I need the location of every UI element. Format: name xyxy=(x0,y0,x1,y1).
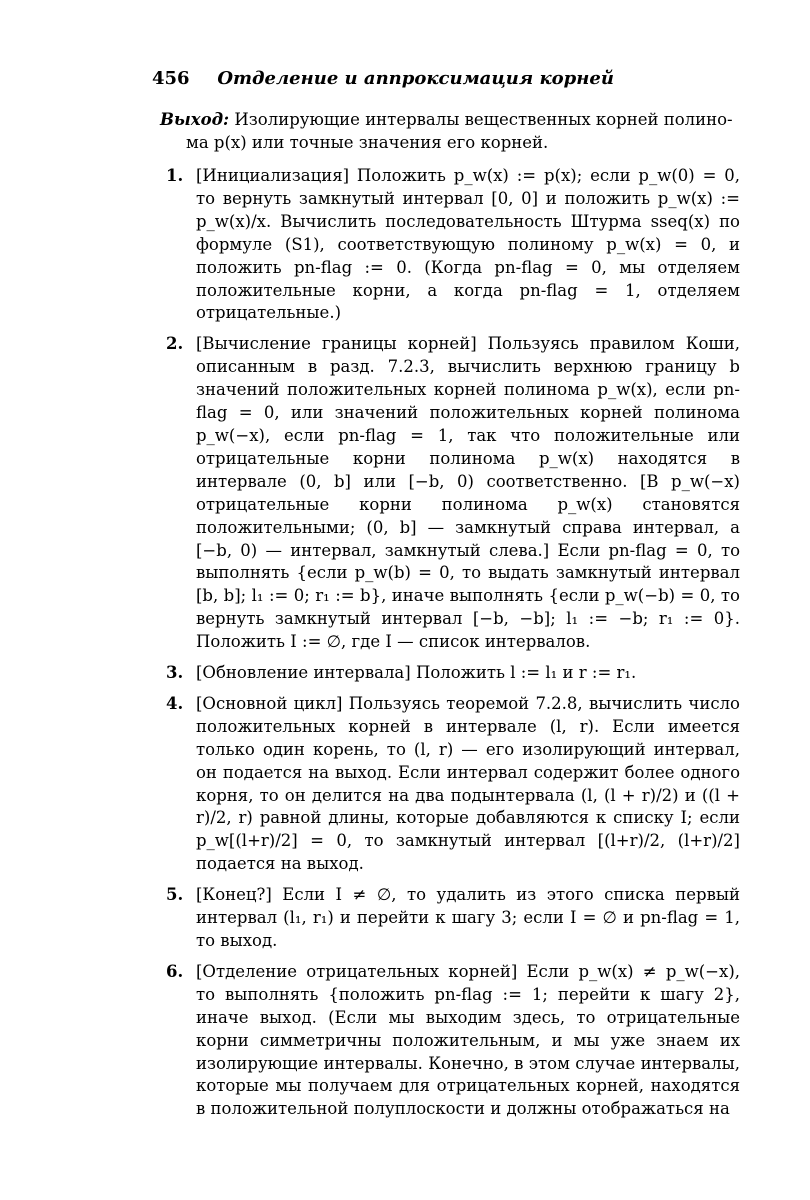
step-number: 4. xyxy=(166,693,184,713)
output-line-1 xyxy=(160,108,740,131)
step-5 xyxy=(166,884,740,953)
output-line-2: ма p(x) или точные значения его корней. xyxy=(186,133,549,152)
step-text: [Основной цикл] Пользуясь теоремой 7.2.8, вычислить число положительных корней в интервале (l, r). Если имеется только один корень, то (l, r) — его изолирующий интервал, он подается на выход. Если интервал содержит более одного корня, то он делится на два подынтервала (l, (l + r)/2) и ((l + r)/2, r) равной длины, которые добавляются к списку I; если p_w[(l+r)/2] = 0, то замкнутый интервал [(l+r)/2, (l+r)/2] подается на выход. xyxy=(196,693,740,874)
step-number: 3. xyxy=(166,663,184,683)
step-6 xyxy=(166,961,740,1121)
step-3 xyxy=(166,662,740,685)
step-text: [Вычисление границы корней] Пользуясь правилом Коши, описанным в разд. 7.2.3, вычислить верхнюю границу b значений положительных корней полинома p_w(x), если pn-flag = 0, или значений положительных корней полинома p_w(−x), если pn-flag = 1, так что положительные или отрицательные корни полинома p_w(x) находятся в интервале (0, b] или [−b, 0) соответственно. [В p_w(−x) отрицательные корни полинома p_w(x) становятся положительными; (0, b] — замкнутый справа интервал, а [−b, 0) — интервал, замкнутый слева.] Если pn-flag = 0, то выполнять {если p_w(b) = 0, то выдать замкнутый интервал [b, b]; l₁ := 0; r₁ := b}, иначе выполнять {если p_w(−b) = 0, то вернуть замкнутый интервал [−b, −b]; l₁ := −b; r₁ := 0}. Положить I := ∅, где I — список интервалов. xyxy=(196,334,740,652)
step-1 xyxy=(166,165,740,325)
step-number: 2. xyxy=(166,334,184,354)
page-number: 456 xyxy=(152,68,190,89)
step-number: 5. xyxy=(166,885,184,905)
step-number: 1. xyxy=(166,166,184,185)
step-4 xyxy=(166,693,740,876)
output-label: Выход: xyxy=(160,110,230,129)
step-text: [Обновление интервала] Положить l := l₁ и r := r₁. xyxy=(196,663,637,683)
step-text: [Конец?] Если I ≠ ∅, то удалить из этого списка первый интервал (l₁, r₁) и перейти к шагу 3; если I = ∅ и pn-flag = 1, то выход. xyxy=(196,885,740,950)
step-2 xyxy=(166,333,740,654)
step-number: 6. xyxy=(166,961,184,981)
step-text: [Инициализация] Положить p_w(x) := p(x); если p_w(0) = 0, то вернуть замкнутый интервал [0, 0] и положить p_w(x) := p_w(x)/x. Вычислить последовательность Штурма sseq(x) по формуле (S1), соответствующую полиному p_w(x) = 0, и положить pn-flag := 0. (Когда pn-flag = 0, мы отделяем положительные корни, а когда pn-flag = 1, отделяем отрицательные.) xyxy=(196,166,740,323)
algorithm-steps xyxy=(166,165,740,1129)
step-text: [Отделение отрицательных корней] Если p_w(x) ≠ p_w(−x), то выполнять {положить pn-flag := 1; перейти к шагу 2}, иначе выход. (Если мы выходим здесь, то отрицательные корни симметричны положительным, и мы уже знаем их изолирующие интервалы. Конечно, в этом случае интервалы, которые мы получаем для отрицательных корней, находятся в положительной полуплоскости и должны отображаться на xyxy=(196,961,740,1119)
running-title: Отделение и аппроксимация корней xyxy=(217,68,614,89)
algorithm-output xyxy=(160,108,740,154)
page-header xyxy=(152,68,614,89)
output-text-1: Изолирующие интервалы вещественных корней полино- xyxy=(234,110,733,129)
